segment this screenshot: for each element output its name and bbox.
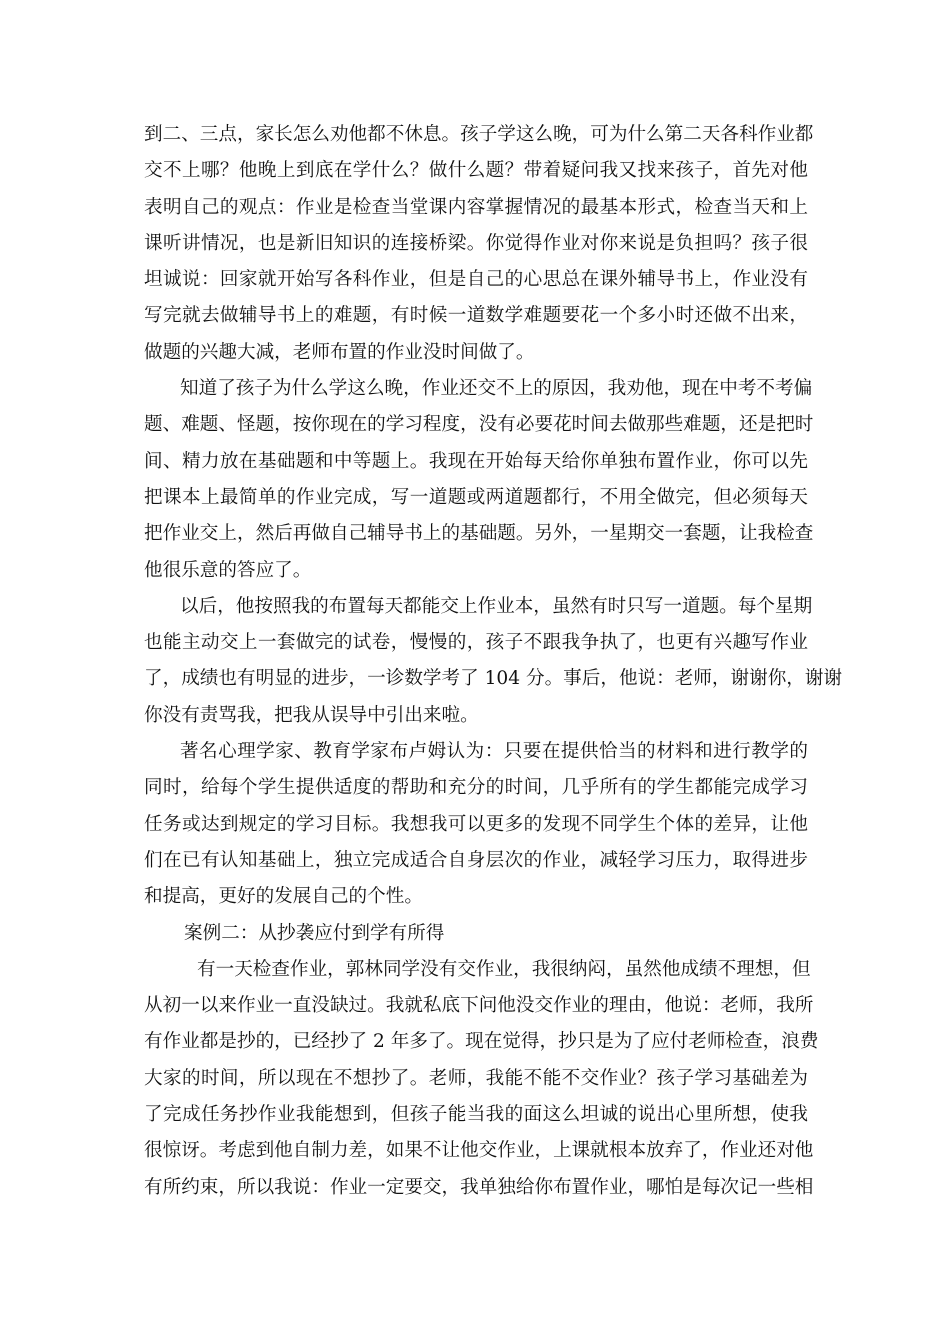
document-page — [144, 117, 843, 1206]
text-line: 们在已有认知基础上，独立完成适合自身层次的作业，减轻学习压力，取得进步 — [144, 849, 808, 871]
text-line: 同时，给每个学生提供适度的帮助和充分的时间，几乎所有的学生都能完成学习 — [144, 777, 808, 799]
text-line: 有作业都是抄的，已经抄了 2 年多了。现在觉得，抄只是为了应付老师检查，浪费 — [144, 1031, 819, 1053]
text-line: 了完成任务抄作业我能想到，但孩子能当我的面这么坦诚的说出心里所想，使我 — [144, 1104, 808, 1126]
paragraph-first-line: 知道了孩子为什么学这么晚，作业还交不上的原因，我劝他，现在中考不考偏 — [180, 378, 813, 400]
text-line: 题、难题、怪题，按你现在的学习程度，没有必要花时间去做那些难题，还是把时 — [144, 414, 814, 436]
paragraph-first-line: 著名心理学家、教育学家布卢姆认为：只要在提供恰当的材料和进行教学的 — [180, 741, 808, 763]
text-line: 任务或达到规定的学习目标。我想我可以更多的发现不同学生个体的差异，让他 — [144, 813, 808, 835]
paragraph-first-line: 有一天检查作业，郭林同学没有交作业，我很纳闷，虽然他成绩不理想，但 — [197, 958, 811, 980]
text-line: 写完就去做辅导书上的难题，有时候一道数学难题要花一个多小时还做不出来， — [144, 305, 808, 327]
text-line: 交不上哪？他晚上到底在学什么？做什么题？带着疑问我又找来孩子，首先对他 — [144, 160, 808, 182]
text-line: 做题的兴趣大减，老师布置的作业没时间做了。 — [144, 341, 535, 363]
text-line: 和提高，更好的发展自己的个性。 — [144, 886, 423, 908]
text-line: 很惊讶。考虑到他自制力差，如果不让他交作业，上课就根本放弃了，作业还对他 — [144, 1140, 814, 1162]
text-line: 大家的时间，所以现在不想抄了。老师，我能不能不交作业？孩子学习基础差为 — [144, 1067, 808, 1089]
text-line: 从初一以来作业一直没缺过。我就私底下问他没交作业的理由，他说：老师，我所 — [144, 995, 814, 1017]
paragraph-first-line: 以后，他按照我的布置每天都能交上作业本，虽然有时只写一道题。每个星期 — [180, 595, 813, 617]
text-line: 表明自己的观点：作业是检查当堂课内容掌握情况的最基本形式，检查当天和上 — [144, 196, 808, 218]
text-line: 把作业交上，然后再做自己辅导书上的基础题。另外，一星期交一套题，让我检查 — [144, 523, 814, 545]
text-line: 你没有责骂我，把我从误导中引出来啦。 — [144, 704, 479, 726]
text-line: 他很乐意的答应了。 — [144, 559, 312, 581]
text-line: 有所约束，所以我说：作业一定要交，我单独给你布置作业，哪怕是每次记一些相 — [144, 1176, 814, 1198]
text-line: 课听讲情况，也是新旧知识的连接桥梁。你觉得作业对你来说是负担吗？孩子很 — [144, 232, 808, 254]
text-line: 也能主动交上一套做完的试卷，慢慢的，孩子不跟我争执了，也更有兴趣写作业 — [144, 632, 808, 654]
text-line: 间、精力放在基础题和中等题上。我现在开始每天给你单独布置作业，你可以先 — [144, 450, 808, 472]
text-line: 了，成绩也有明显的进步，一诊数学考了 104 分。事后，他说：老师，谢谢你，谢谢 — [144, 668, 843, 690]
text-line: 坦诚说：回家就开始写各科作业，但是自己的心思总在课外辅导书上，作业没有 — [144, 269, 808, 291]
text-line: 到二、三点，家长怎么劝他都不休息。孩子学这么晚，可为什么第二天各科作业都 — [144, 124, 814, 145]
text-line: 把课本上最简单的作业完成，写一道题或两道题都行，不用全做完，但必须每天 — [144, 486, 808, 508]
section-heading: 案例二：从抄袭应付到学有所得 — [184, 922, 445, 944]
